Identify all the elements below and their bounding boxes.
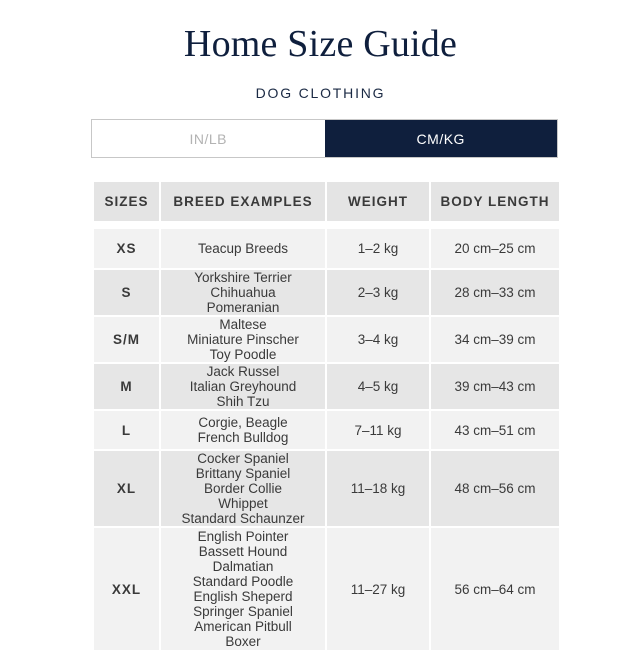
table-row — [93, 450, 560, 527]
size-table — [92, 180, 561, 652]
breed-example: Dalmatian — [212, 559, 274, 574]
body-length-cell: 20 cm–25 cm — [430, 228, 560, 269]
column-header-weight: WEIGHT — [326, 181, 430, 222]
breed-example: Border Collie — [203, 481, 283, 496]
breed-example: Whippet — [218, 496, 268, 511]
body-length-cell: 39 cm–43 cm — [430, 363, 560, 410]
breed-cell — [160, 228, 326, 269]
breed-example: Boxer — [225, 634, 261, 649]
breed-example: Pomeranian — [206, 300, 280, 315]
weight-cell: 7–11 kg — [326, 410, 430, 450]
size-cell: XXL — [93, 527, 160, 651]
table-row — [93, 410, 560, 450]
breed-example: French Bulldog — [197, 430, 289, 445]
breed-cell — [160, 316, 326, 363]
weight-cell: 4–5 kg — [326, 363, 430, 410]
breed-example: Toy Poodle — [209, 347, 277, 362]
breed-example: Teacup Breeds — [197, 241, 289, 256]
body-length-cell: 28 cm–33 cm — [430, 269, 560, 316]
size-cell: S — [93, 269, 160, 316]
breed-example: Miniature Pinscher — [187, 332, 299, 347]
unit-option-cm-kg[interactable]: CM/KG — [325, 120, 558, 157]
breed-cell — [160, 450, 326, 527]
breed-example: Springer Spaniel — [193, 604, 293, 619]
body-length-cell: 43 cm–51 cm — [430, 410, 560, 450]
breed-example: Bassett Hound — [198, 544, 288, 559]
breed-example: Brittany Spaniel — [195, 466, 291, 481]
breed-example: Italian Greyhound — [189, 379, 297, 394]
breed-example: Standard Schaunzer — [181, 511, 305, 526]
breed-example: Yorkshire Terrier — [194, 270, 292, 285]
breed-cell — [160, 269, 326, 316]
breed-example: Shih Tzu — [216, 394, 270, 409]
table-body — [93, 222, 560, 651]
weight-cell: 3–4 kg — [326, 316, 430, 363]
table-row — [93, 527, 560, 651]
size-cell: M — [93, 363, 160, 410]
breed-example: Standard Poodle — [192, 574, 294, 589]
column-header-breed-examples: BREED EXAMPLES — [160, 181, 326, 222]
weight-cell: 11–18 kg — [326, 450, 430, 527]
page-subtitle: DOG CLOTHING — [255, 85, 386, 101]
column-header-sizes: SIZES — [93, 181, 160, 222]
body-length-cell: 34 cm–39 cm — [430, 316, 560, 363]
breed-example: Corgie, Beagle — [198, 415, 288, 430]
breed-cell — [160, 410, 326, 450]
table-row — [93, 316, 560, 363]
weight-cell: 1–2 kg — [326, 228, 430, 269]
weight-cell: 11–27 kg — [326, 527, 430, 651]
breed-cell — [160, 527, 326, 651]
breed-cell — [160, 363, 326, 410]
table-row — [93, 228, 560, 269]
table-header-row — [93, 181, 560, 222]
breed-example: Chihuahua — [210, 285, 276, 300]
size-cell: XL — [93, 450, 160, 527]
column-header-body-length: BODY LENGTH — [430, 181, 560, 222]
breed-example: Maltese — [219, 317, 267, 332]
breed-example: Cocker Spaniel — [197, 451, 289, 466]
body-length-cell: 56 cm–64 cm — [430, 527, 560, 651]
unit-option-in-lb[interactable]: IN/LB — [92, 120, 325, 157]
size-cell: S/M — [93, 316, 160, 363]
table-row — [93, 363, 560, 410]
breed-example: Jack Russel — [206, 364, 280, 379]
table-row — [93, 269, 560, 316]
unit-toggle — [91, 119, 558, 158]
weight-cell: 2–3 kg — [326, 269, 430, 316]
breed-example: English Pointer — [197, 529, 289, 544]
breed-example: English Sheperd — [193, 589, 293, 604]
body-length-cell: 48 cm–56 cm — [430, 450, 560, 527]
size-cell: L — [93, 410, 160, 450]
breed-example: American Pitbull — [194, 619, 292, 634]
page-title: Home Size Guide — [183, 23, 458, 65]
size-cell: XS — [93, 228, 160, 269]
